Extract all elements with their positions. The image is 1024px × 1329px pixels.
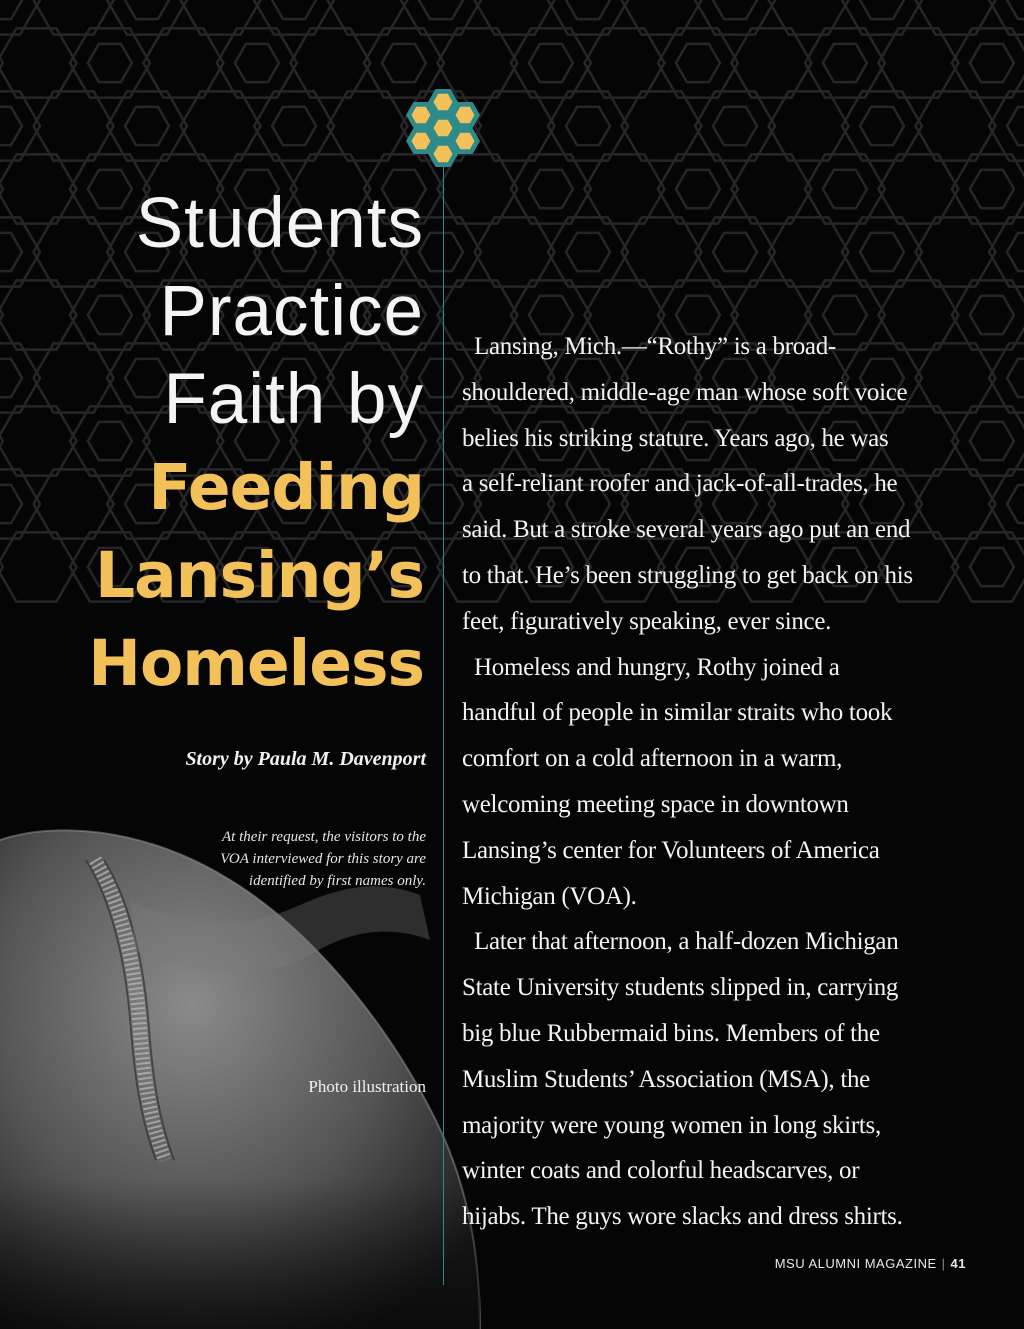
title-line-3: Faith by [163, 360, 424, 439]
pattern-hexagon [769, 217, 849, 286]
page-footer [775, 1256, 966, 1271]
footer-separator: | [941, 1256, 946, 1271]
pattern-hexagon [769, 91, 849, 160]
pattern-hexagon-inner [529, 170, 573, 208]
pattern-hexagon [731, 154, 811, 223]
pattern-hexagon-inner [419, 359, 463, 397]
pattern-hexagon-inner [419, 233, 463, 271]
article-title [88, 180, 424, 708]
pattern-hexagon [805, 154, 885, 223]
pattern-hexagon [254, 91, 334, 160]
pattern-hexagon [0, 154, 76, 223]
editor-note [166, 826, 426, 892]
pattern-hexagon-inner [0, 0, 22, 19]
pattern-hexagon-inner [0, 233, 22, 271]
pattern-hexagon-inner [713, 107, 757, 145]
pattern-hexagon-inner [823, 170, 867, 208]
pattern-hexagon [0, 280, 76, 349]
editor-note-line-1: At their request, the visitors to the [221, 829, 426, 845]
pattern-hexagon-inner [235, 44, 279, 82]
pattern-hexagon-inner [860, 0, 904, 19]
title-line-4: Feeding [148, 451, 424, 524]
pattern-hexagon [290, 28, 370, 97]
pattern-hexagon [0, 406, 76, 475]
pattern-hexagon [584, 154, 664, 223]
body-line: welcoming meeting space in downtown [462, 790, 849, 818]
pattern-hexagon-inner [676, 170, 720, 208]
center-divider [443, 165, 444, 1285]
pattern-hexagon-inner [0, 107, 22, 145]
body-line: feet, figuratively speaking, ever since. [462, 607, 832, 635]
pattern-hexagon-inner [1007, 485, 1024, 523]
pattern-hexagon-inner [970, 170, 1014, 208]
pattern-hexagon [842, 217, 922, 286]
pattern-hexagon-inner [0, 485, 22, 523]
pattern-hexagon [181, 91, 261, 160]
pattern-hexagon [658, 154, 738, 223]
body-line: State University students slipped in, carrying [462, 974, 899, 1002]
body-line: big blue Rubbermaid bins. Members of the [462, 1019, 880, 1047]
pattern-hexagon [878, 154, 958, 223]
body-line: hijabs. The guys wore slacks and dress shirts. [462, 1203, 903, 1231]
pattern-hexagon [878, 28, 958, 97]
pattern-hexagon [658, 28, 738, 97]
pattern-hexagon [143, 28, 223, 97]
body-line: Later that afternoon, a half-dozen Michigan [474, 928, 899, 956]
pattern-hexagon [511, 154, 591, 223]
body-line: Michigan (VOA). [462, 882, 637, 910]
pattern-hexagon [0, 532, 3, 601]
pattern-hexagon [217, 28, 297, 97]
editor-note-line-3: identified by first names only. [248, 873, 426, 889]
pattern-hexagon-inner [860, 233, 904, 271]
pattern-hexagon [0, 280, 3, 349]
pattern-hexagon-inner [1007, 359, 1024, 397]
pattern-hexagon [548, 91, 628, 160]
title-line-2: Practice [159, 272, 424, 351]
body-line: a self-reliant roofer and jack-of-all-trades, he [462, 470, 898, 498]
pattern-hexagon-inner [382, 44, 426, 82]
pattern-hexagon-inner [566, 107, 610, 145]
pattern-hexagon-inner [1007, 233, 1024, 271]
pattern-hexagon-inner [1007, 107, 1024, 145]
pattern-hexagon [548, 217, 628, 286]
pattern-hexagon [622, 91, 702, 160]
body-line: Muslim Students’ Association (MSA), the [462, 1065, 870, 1093]
page-number: 41 [950, 1256, 966, 1271]
pattern-hexagon [0, 28, 3, 97]
pattern-hexagon [70, 28, 150, 97]
pattern-hexagon-inner [860, 107, 904, 145]
pattern-hexagon [0, 532, 76, 601]
body-line: Lansing, Mich.—“Rothy” is a broad- [474, 333, 836, 360]
pattern-hexagon [437, 28, 517, 97]
pattern-hexagon-inner [566, 233, 610, 271]
pattern-hexagon [475, 217, 555, 286]
pattern-hexagon-inner [419, 0, 463, 19]
pattern-hexagon-inner [713, 0, 757, 19]
pattern-hexagon [695, 217, 775, 286]
magazine-name: MSU ALUMNI MAGAZINE [774, 1256, 937, 1271]
pattern-hexagon [805, 28, 885, 97]
pattern-hexagon [842, 91, 922, 160]
pattern-hexagon-inner [0, 359, 22, 397]
pattern-hexagon [916, 217, 996, 286]
pattern-hexagon [622, 217, 702, 286]
pattern-hexagon [328, 91, 408, 160]
body-line: belies his striking stature. Years ago, he was [462, 424, 889, 452]
body-line: majority were young women in long skirts, [462, 1111, 881, 1139]
pattern-hexagon-inner [676, 44, 720, 82]
pattern-hexagon-inner [272, 0, 316, 19]
pattern-hexagon-inner [419, 485, 463, 523]
pattern-hexagon [0, 406, 3, 475]
pattern-hexagon [34, 91, 114, 160]
pattern-hexagon-inner [125, 107, 169, 145]
pattern-hexagon-inner [125, 0, 169, 19]
editor-note-line-2: VOA interviewed for this story are [220, 851, 426, 867]
pattern-hexagon [731, 28, 811, 97]
pattern-hexagon-inner [529, 44, 573, 82]
body-line: to that. He’s been struggling to get back on his [462, 561, 913, 589]
pattern-hexagon-inner [970, 44, 1014, 82]
pattern-hexagon-inner [88, 44, 132, 82]
body-line: said. But a stroke several years ago put an end [462, 516, 911, 544]
body-line: shouldered, middle-age man whose soft voice [462, 378, 908, 406]
pattern-hexagon-inner [823, 44, 867, 82]
title-line-1: Students [135, 184, 424, 263]
pattern-hexagon [475, 91, 555, 160]
pattern-hexagon [0, 154, 3, 223]
pattern-hexagon [364, 28, 444, 97]
pattern-hexagon [107, 91, 187, 160]
pattern-hexagon [916, 91, 996, 160]
body-line: comfort on a cold afternoon in a warm, [462, 745, 843, 773]
pattern-hexagon-inner [1007, 0, 1024, 19]
pattern-hexagon [695, 91, 775, 160]
pattern-hexagon [511, 28, 591, 97]
body-line: handful of people in similar straits who took [462, 699, 893, 727]
body-line: Lansing’s center for Volunteers of America [462, 836, 880, 864]
title-line-6: Homeless [88, 627, 424, 700]
pattern-hexagon-inner [272, 107, 316, 145]
pattern-hexagon [584, 28, 664, 97]
pattern-hexagon-inner [713, 233, 757, 271]
photo-credit: Photo illustration [308, 1077, 426, 1096]
pattern-hexagon [0, 28, 76, 97]
pattern-hexagon-inner [566, 0, 610, 19]
body-line: winter coats and colorful headscarves, or [462, 1157, 860, 1185]
body-line: Homeless and hungry, Rothy joined a [474, 653, 840, 681]
title-line-5: Lansing’s [95, 539, 424, 612]
article-body [462, 324, 982, 1240]
byline: Story by Paula M. Davenport [185, 748, 426, 770]
